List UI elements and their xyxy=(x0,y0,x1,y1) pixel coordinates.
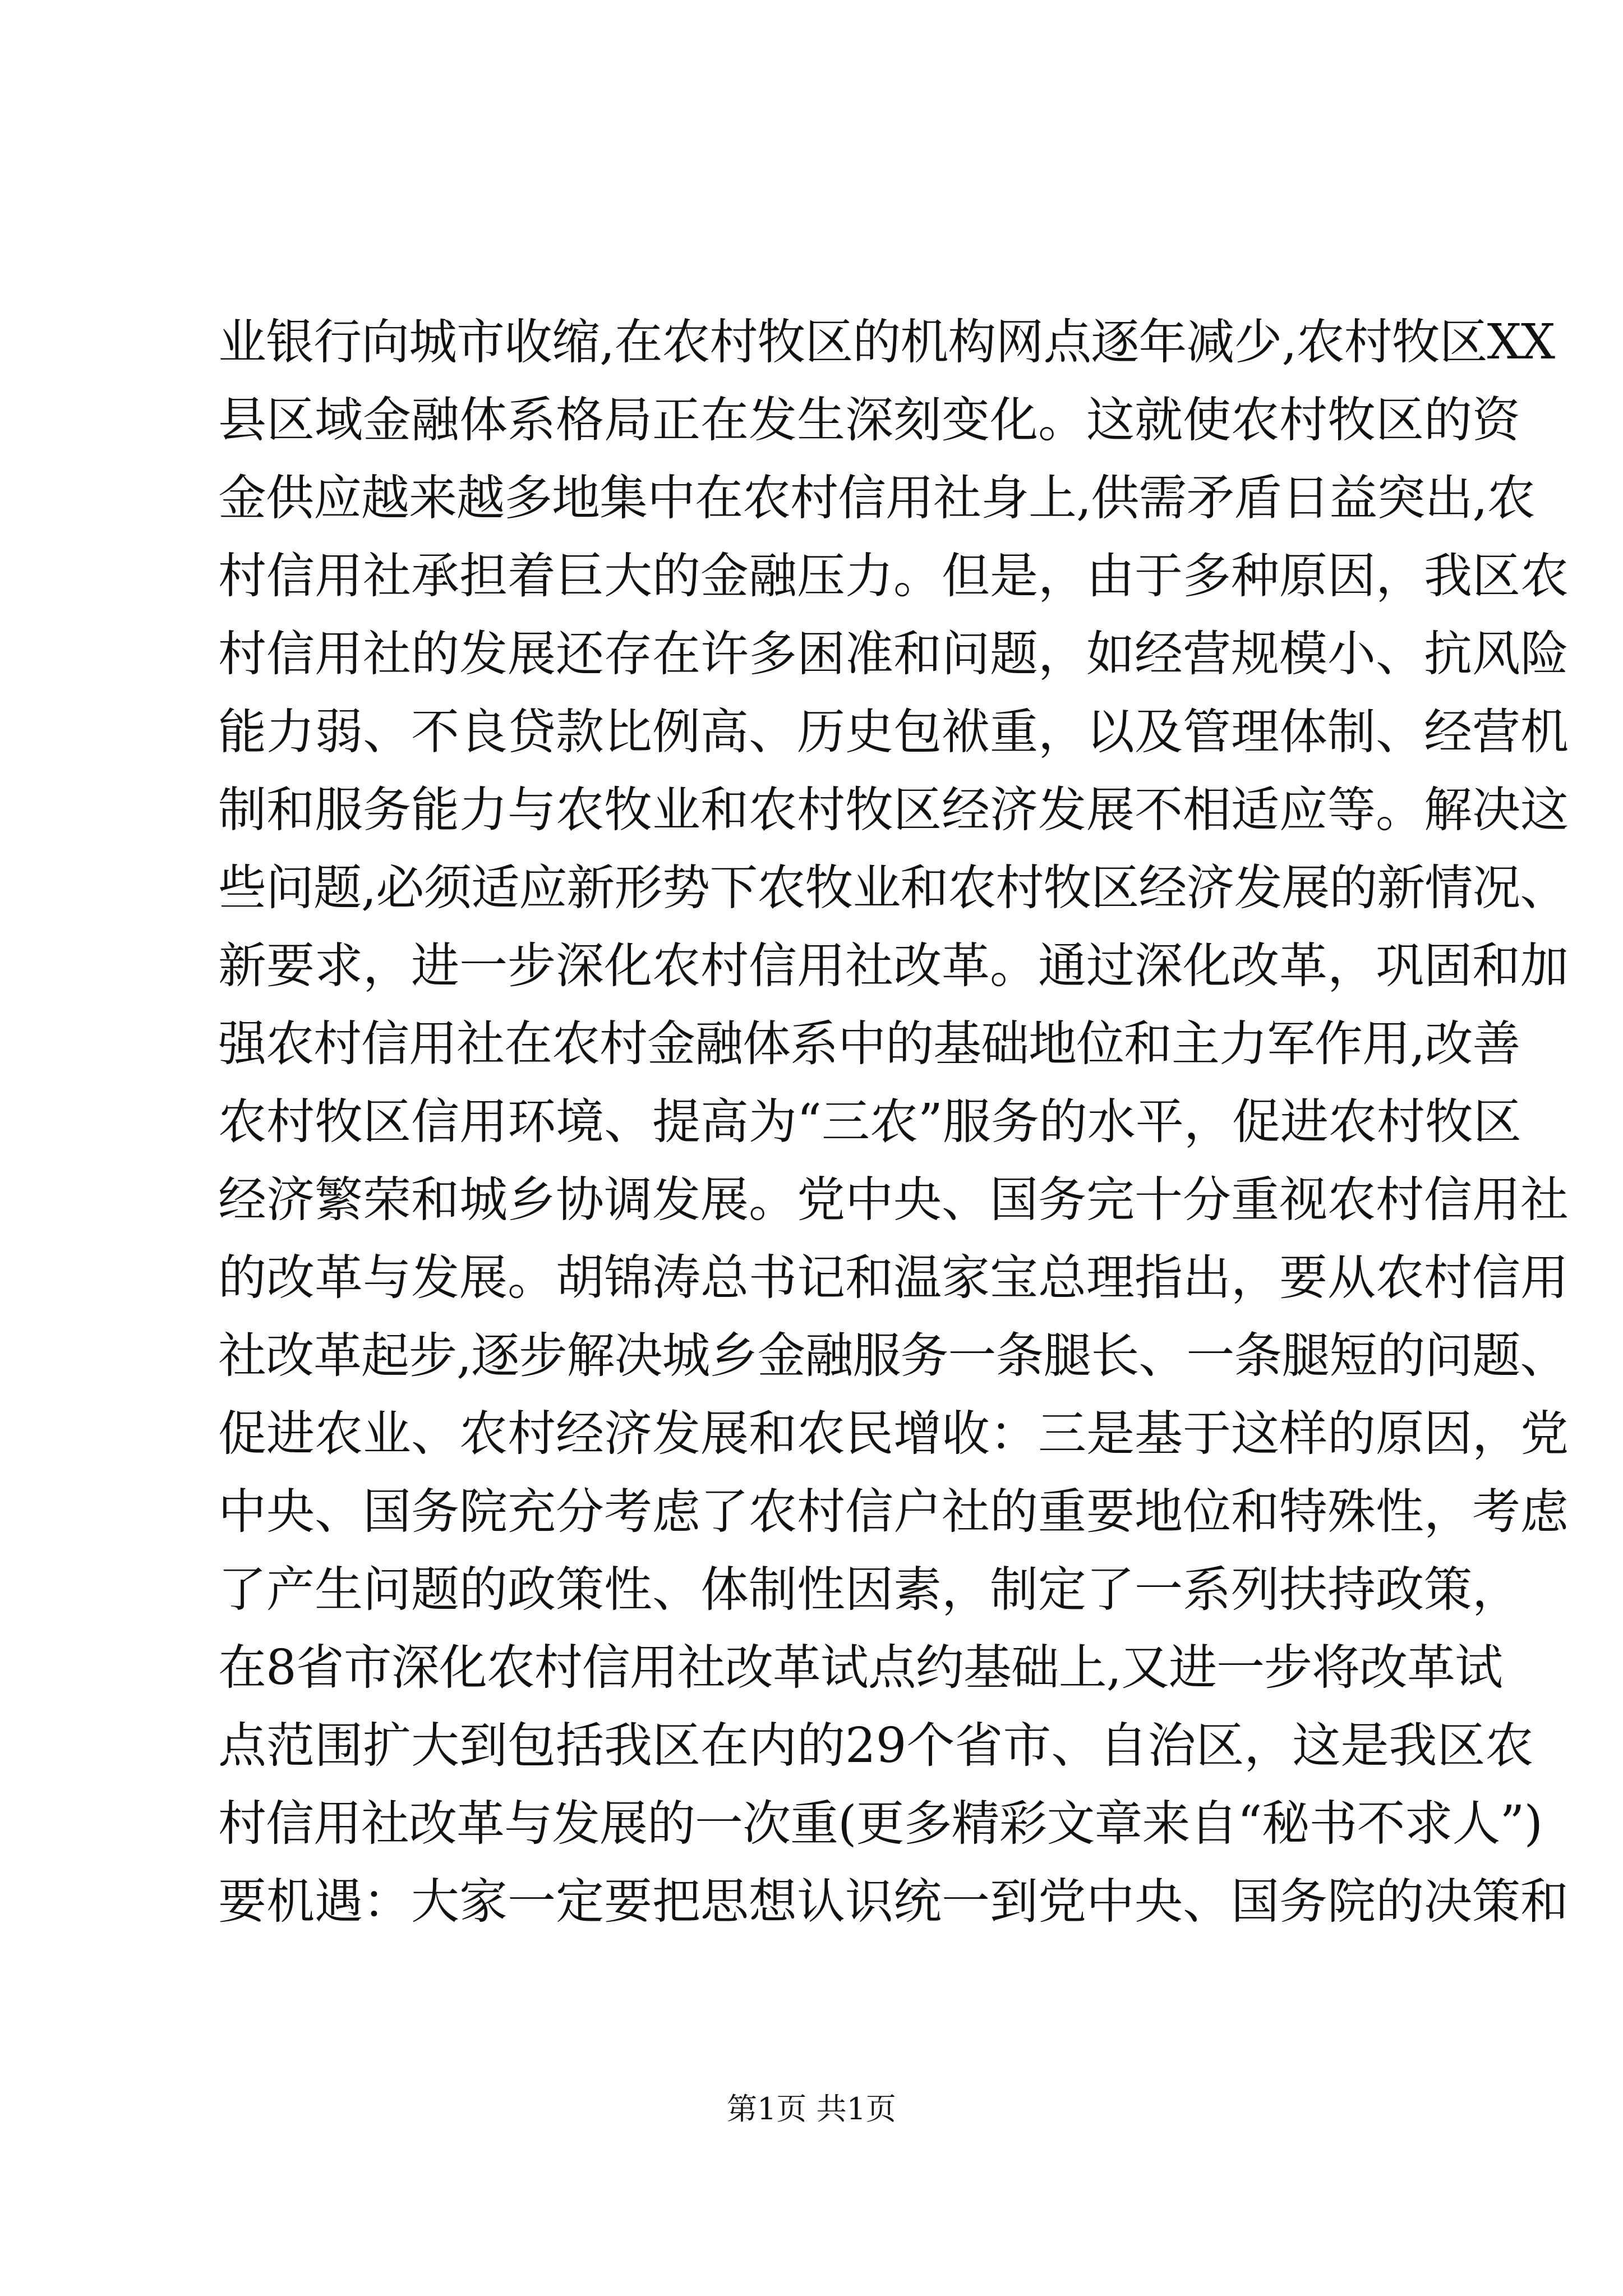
text-line: 了产生问题的政策性、体制性因素，制定了一系列扶持政策， xyxy=(218,1562,1520,1618)
text-line: 经济繁荣和城乡协调发展。党中央、国务完十分重视农村信用社 xyxy=(218,1172,1569,1228)
page-number-label: 第1页 共1页 xyxy=(727,2091,896,2127)
text-line: 业银行向城市收缩,在农村牧区的机构网点逐年减少,农村牧区XX xyxy=(218,314,1555,370)
text-line: 促进农业、农村经济发展和农民增收：三是基于这样的原因，党 xyxy=(218,1406,1569,1462)
text-line: 中央、国务院充分考虑了农村信户社的重要地位和特殊性，考虑 xyxy=(218,1484,1569,1540)
text-line: 农村牧区信用环境、提高为“三农”服务的水平，促进农村牧区 xyxy=(218,1094,1521,1150)
text-line: 村信用社承担着巨大的金融压力。但是，由于多种原因，我区农 xyxy=(218,548,1569,604)
text-line: 制和服务能力与农牧业和农村牧区经济发展不相适应等。解决这 xyxy=(218,782,1569,838)
page-footer xyxy=(0,2090,1623,2129)
text-line: 些问题,必须适应新形势下农牧业和农村牧区经济发展的新情况、 xyxy=(218,860,1568,916)
text-line: 强农村信用社在农村金融体系中的基础地位和主力军作用,改善 xyxy=(218,1016,1520,1072)
text-line: 村信用社改革与发展的一次重(更多精彩文章来自“秘书不求人”) xyxy=(218,1796,1543,1852)
text-line: 新要求，进一步深化农村信用社改革。通过深化改革，巩固和加 xyxy=(218,938,1569,994)
text-line: 要机遇：大家一定要把思想认识统一到党中央、国务院的决策和 xyxy=(218,1874,1569,1930)
text-line: 在8省市深化农村信用社改革试点约基础上,又进一步将改革试 xyxy=(218,1640,1503,1696)
text-line: 点范围扩大到包括我区在内的29个省市、自治区，这是我区农 xyxy=(218,1718,1534,1774)
text-line: 村信用社的发展还存在许多困准和问题，如经营规模小、抗风险 xyxy=(218,626,1569,682)
text-line: 能力弱、不良贷款比例高、历史包袱重，以及管理体制、经营机 xyxy=(218,704,1569,760)
text-line: 的改革与发展。胡锦涛总书记和温家宝总理指出，要从农村信用 xyxy=(218,1250,1569,1306)
text-line: 县区域金融体系格局正在发生深刻变化。这就使农村牧区的资 xyxy=(218,392,1520,448)
text-line: 社改革起步,逐步解决城乡金融服务一条腿长、一条腿短的问题、 xyxy=(218,1328,1568,1384)
body-text xyxy=(218,303,1569,1941)
text-line: 金供应越来越多地集中在农村信用社身上,供需矛盾日益突出,农 xyxy=(218,470,1535,526)
